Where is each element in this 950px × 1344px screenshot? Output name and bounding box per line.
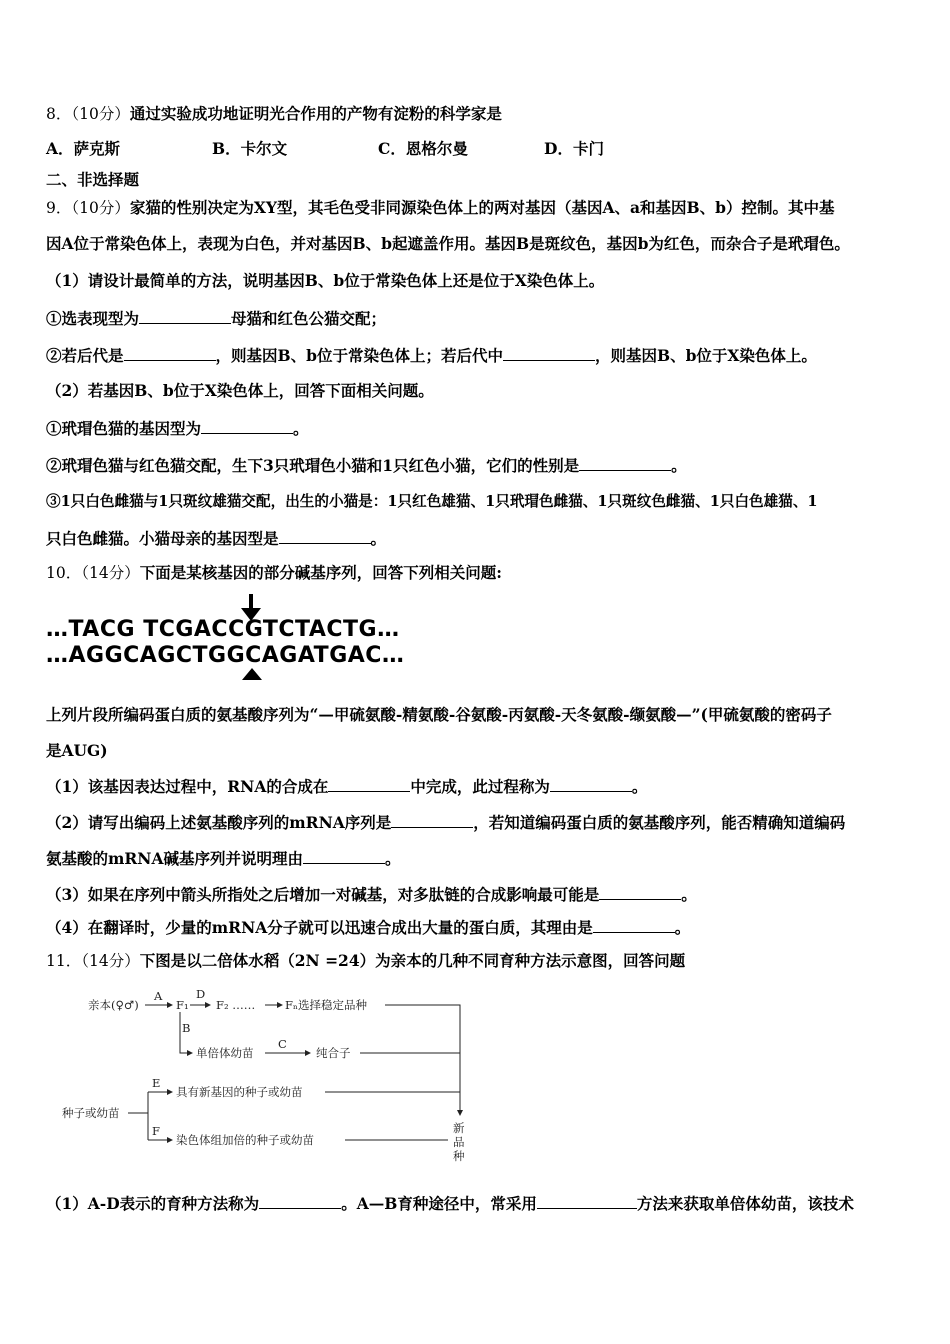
q9-part-2b [46, 455, 910, 476]
q9-part-2a-post: 。 [293, 419, 309, 438]
diagram-new-variety-2: 品 [453, 1135, 465, 1149]
answer-blank[interactable] [124, 345, 216, 361]
q11-part-1-mid: 。A—B育种途径中，常采用 [341, 1194, 537, 1213]
q10-part-1-mid: 中完成，此过程称为 [410, 777, 550, 796]
diagram-new-variety-1: 新 [453, 1121, 465, 1135]
q8-stem-line [46, 104, 910, 124]
q10-part-2-line-2 [46, 848, 910, 869]
q8-score: （10分） [71, 105, 130, 123]
q8-option-b: B．卡尔文 [212, 139, 288, 158]
q9-part-2a-pre: ①玳瑁色猫的基因型为 [46, 419, 202, 438]
diagram-seed: 种子或幼苗 [62, 1106, 120, 1120]
q10-number: 10． [46, 564, 82, 582]
q9-part-2c-pre: 只白色雌猫。小猫母亲的基因型是 [46, 529, 279, 548]
q9-part-2c-line-2 [46, 528, 910, 549]
diagram-parent: 亲本(♀♂) [88, 998, 139, 1012]
q11-score: （14分） [81, 952, 140, 970]
q9-part-1b [46, 345, 910, 366]
q8-stem: 通过实验成功地证明光合作用的产物有淀粉的科学家是 [129, 104, 502, 123]
q9-score: （10分） [71, 199, 130, 217]
answer-blank[interactable] [201, 418, 293, 434]
q9-part-2c-post: 。 [370, 529, 387, 548]
q9-part-1a-pre: ①选表现型为 [46, 309, 140, 328]
answer-blank[interactable] [259, 1193, 341, 1209]
q9-part-2: （2）若基因B、b位于X染色体上，回答下面相关问题。 [46, 381, 434, 400]
diagram-label-b: B [182, 1021, 191, 1035]
diagram-f1: F₁ [176, 998, 189, 1012]
q11-part-1 [46, 1193, 910, 1214]
q10-part-2-post: ，若知道编码蛋白质的氨基酸序列，能否精确知道编码 [473, 813, 846, 832]
q10-part-4 [46, 917, 910, 938]
diagram-f2: F₂ …… [216, 998, 256, 1012]
answer-blank[interactable] [503, 345, 595, 361]
q8-option-c: C．恩格尔曼 [378, 139, 468, 158]
q9-part-1: （1）请设计最简单的方法，说明基因B、b位于常染色体上还是位于X染色体上。 [46, 271, 605, 290]
q10-part-3 [46, 884, 910, 905]
q9-stem-line-1 [46, 198, 910, 218]
q10-part-1 [46, 776, 910, 797]
answer-blank[interactable] [593, 917, 675, 933]
up-arrow-icon [240, 667, 264, 681]
q9-part-1b-post: ，则基因B、b位于X染色体上。 [594, 346, 817, 365]
answer-blank[interactable] [599, 884, 681, 900]
q11-stem: 下图是以二倍体水稻（2N =24）为亲本的几种不同育种方法示意图，回答问题 [139, 951, 686, 970]
q10-stem: 下面是某核基因的部分碱基序列，回答下列相关问题: [139, 563, 502, 582]
q11-part-1-pre: （1）A-D表示的育种方法称为 [46, 1194, 260, 1213]
diagram-homozygote: 纯合子 [316, 1046, 351, 1060]
diagram-label-c: C [278, 1037, 287, 1051]
q9-number: 9． [46, 199, 72, 217]
diagram-label-e: E [152, 1076, 161, 1090]
q10-part-2-line2-pre: 氨基酸的mRNA碱基序列并说明理由 [46, 849, 303, 868]
q10-part-2-pre: （2）请写出编码上述氨基酸序列的mRNA序列是 [46, 813, 392, 832]
dna-bottom-strand: …AGGCAGCTGGCAGATGAC… [46, 643, 405, 668]
q10-part-2 [46, 812, 910, 833]
answer-blank[interactable] [139, 308, 231, 324]
dna-top-strand: …TACG TCGACCGTCTACTG… [46, 617, 400, 642]
q10-part-2-line2-post: 。 [384, 849, 401, 868]
q10-part-1-post: 。 [631, 777, 648, 796]
diagram-polyploid: 染色体组加倍的种子或幼苗 [176, 1133, 314, 1147]
answer-blank[interactable] [579, 455, 671, 471]
q10-part-4-pre: （4）在翻译时，少量的mRNA分子就可以迅速合成出大量的蛋白质，其理由是 [46, 918, 593, 937]
q11-part-1-post: 方法来获取单倍体幼苗，该技术 [636, 1194, 854, 1213]
q9-part-1b-mid: ，则基因B、b位于常染色体上；若后代中 [215, 346, 503, 365]
q11-stem-line [46, 951, 910, 971]
q10-part-3-post: 。 [681, 885, 697, 904]
q9-stem-line-2: 因A位于常染色体上，表现为白色，并对基因B、b起遮盖作用。基因B是斑纹色，基因b为红色，而杂合子是玳瑁色。 [46, 234, 850, 253]
q9-part-2b-post: 。 [671, 456, 687, 475]
q9-part-1a-post: 母猫和红色公猫交配； [231, 309, 387, 328]
diagram-haploid: 单倍体幼苗 [196, 1046, 254, 1060]
q9-part-2c-line-1: ③1只白色雌猫与1只斑纹雄猫交配，出生的小猫是：1只红色雄猫、1只玳瑁色雌猫、1只斑纹色雌猫、1只白色雄猫、1 [46, 493, 818, 510]
diagram-fn: Fₙ选择稳定品种 [285, 998, 367, 1012]
q10-part-1-pre: （1）该基因表达过程中，RNA的合成在 [46, 777, 329, 796]
q11-number: 11． [46, 952, 82, 970]
q9-part-1a [46, 308, 910, 329]
q10-score: （14分） [81, 564, 140, 582]
breeding-diagram [60, 985, 500, 1165]
q10-desc-line-1: 上列片段所编码蛋白质的氨基酸序列为“—甲硫氨酸-精氨酸-谷氨酸-丙氨酸-天冬氨酸-缬氨酸—”(甲硫氨酸的密码子 [46, 705, 832, 724]
answer-blank[interactable] [303, 848, 385, 864]
q10-part-4-post: 。 [674, 918, 691, 937]
q9-part-1b-pre: ②若后代是 [46, 346, 124, 365]
q8-option-a: A．萨克斯 [46, 139, 121, 158]
q9-stem-text-1: 家猫的性别决定为XY型，其毛色受非同源染色体上的两对基因（基因A、a和基因B、b）控制。其中基 [129, 198, 835, 217]
q9-part-2a [46, 418, 910, 439]
answer-blank[interactable] [537, 1193, 637, 1209]
diagram-new-gene: 具有新基因的种子或幼苗 [176, 1085, 303, 1099]
q9-part-2b-pre: ②玳瑁色猫与红色猫交配，生下3只玳瑁色小猫和1只红色小猫，它们的性别是 [46, 456, 580, 475]
diagram-label-f: F [152, 1124, 160, 1138]
section-heading: 二、非选择题 [46, 170, 140, 189]
answer-blank[interactable] [391, 812, 473, 828]
q8-number: 8． [46, 105, 72, 123]
q10-desc-line-2: 是AUG) [46, 741, 108, 760]
diagram-new-variety-3: 种 [453, 1149, 465, 1163]
diagram-label-a: A [154, 989, 163, 1003]
q10-part-3-pre: （3）如果在序列中箭头所指处之后增加一对碱基，对多肽链的合成影响最可能是 [46, 885, 600, 904]
answer-blank[interactable] [328, 776, 410, 792]
diagram-label-d: D [196, 987, 206, 1001]
answer-blank[interactable] [550, 776, 632, 792]
answer-blank[interactable] [279, 528, 371, 544]
q10-stem-line [46, 563, 910, 583]
q8-option-d: D．卡门 [544, 139, 604, 158]
